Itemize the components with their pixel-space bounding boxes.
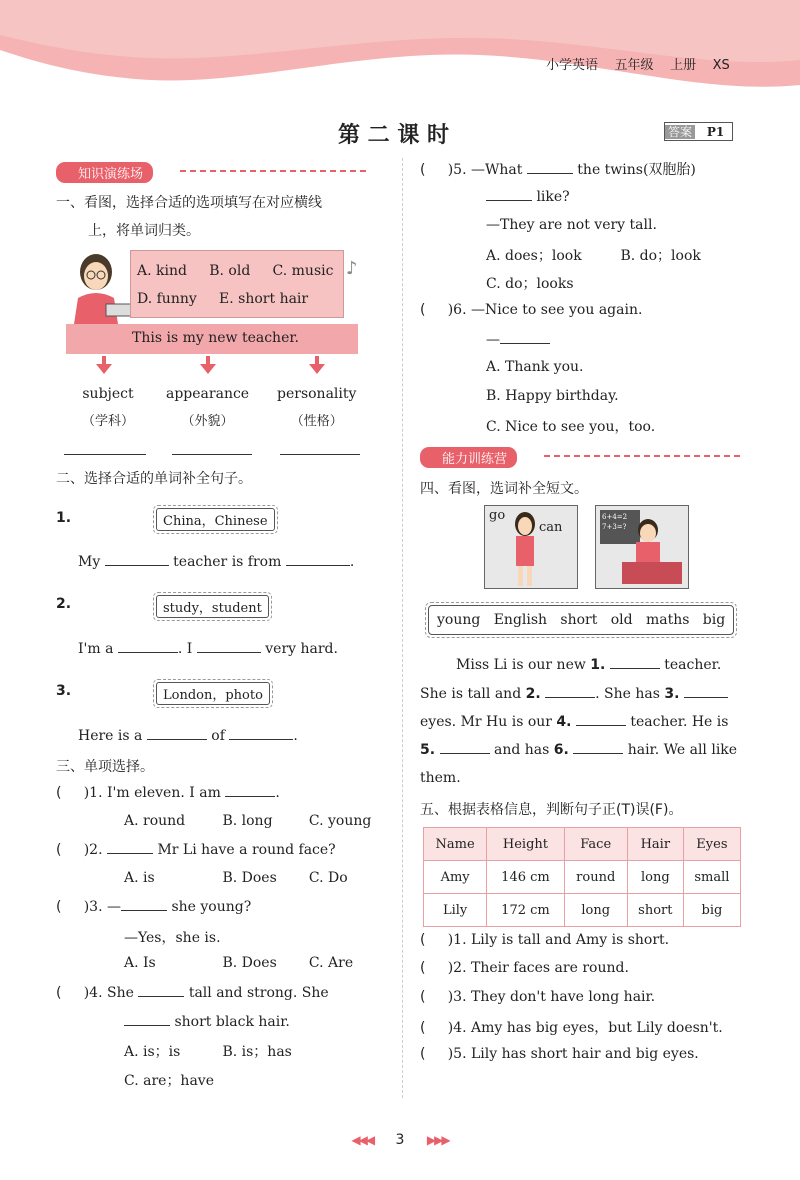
header-term: 上册: [670, 58, 697, 73]
q2-item2-s1: I'm a: [78, 641, 114, 657]
q4-text: teacher.: [664, 657, 722, 673]
q2-item2-num: 2.: [56, 596, 72, 612]
table-row: [424, 894, 741, 927]
q5-item2-paren[interactable]: (: [420, 960, 448, 976]
q4-blank-num: 4.: [556, 714, 572, 730]
q3-item2-paren[interactable]: (: [56, 842, 84, 858]
q5-td: Amy: [424, 861, 487, 894]
q3-item5-options-row2: C. do；looks: [486, 276, 574, 292]
q3-item1-num: )1.: [83, 785, 103, 801]
q1-option-b: B. old: [209, 263, 251, 279]
q3-item3-opt-b: B. Does: [222, 955, 277, 971]
q3-item1-opt-a: A. round: [124, 813, 186, 829]
q1-category-en: appearance: [166, 386, 250, 402]
section-ability-label: 能力训练营: [420, 447, 517, 468]
q3-item2-opt-a: A. is: [124, 870, 155, 886]
q4-blank-3[interactable]: [684, 685, 728, 698]
answer-tag[interactable]: [664, 122, 733, 141]
q2-item3-blank1[interactable]: [147, 727, 207, 740]
q3-item2-num: )2.: [83, 842, 103, 858]
q4-passage-line1: [456, 656, 721, 673]
q3-item1: [56, 784, 280, 801]
q3-item4-opt-a: A. is；is: [124, 1044, 181, 1060]
q3-item6-opt-b: B. Happy birthday.: [486, 388, 619, 404]
q3-item1-q1: I'm eleven. I am: [107, 785, 221, 801]
q2-item3-s3: .: [293, 728, 298, 744]
q4-passage-line3: [420, 713, 728, 730]
q3-item1-opt-b: B. long: [222, 813, 273, 829]
q3-item6-opt-a: A. Thank you.: [486, 359, 584, 375]
header-code: XS: [712, 58, 730, 73]
q3-item3-opt-c: C. Are: [308, 955, 354, 971]
q4-passage-line2: [420, 685, 728, 702]
q5-item2-num: )2.: [447, 960, 467, 976]
q2-item3-blank2[interactable]: [229, 727, 293, 740]
q5-th: Eyes: [683, 828, 740, 861]
q5-item3-text: They don't have long hair.: [471, 989, 656, 1005]
q3-item4-line2: [124, 1013, 290, 1030]
q1-options-row2: [137, 291, 308, 307]
q3-item5-num: )5.: [447, 162, 467, 178]
q5-item5-text: Lily has short hair and big eyes.: [471, 1046, 699, 1062]
q5-td: round: [564, 861, 627, 894]
q3-item4-paren[interactable]: (: [56, 985, 84, 1001]
q2-item3-words: London，photo: [156, 682, 270, 705]
q3-item5-opt-a: A. does；look: [486, 248, 582, 264]
q3-item5-blank1[interactable]: [527, 161, 573, 174]
q4-blank-2[interactable]: [545, 685, 595, 698]
q2-item2-words: study，student: [156, 595, 269, 618]
q3-item3-paren[interactable]: (: [56, 899, 84, 915]
page-number: 3: [395, 1132, 405, 1148]
q4-word: old: [610, 612, 633, 628]
q4-word: big: [702, 612, 726, 628]
q5-item1-paren[interactable]: (: [420, 932, 448, 948]
q3-item4-blank2[interactable]: [124, 1013, 170, 1026]
q3-item4-options-row1: [124, 1041, 292, 1061]
q5-td: long: [564, 894, 627, 927]
q3-item1-paren[interactable]: (: [56, 785, 84, 801]
q1-category-cn: （学科）: [82, 414, 135, 429]
q5-th: Name: [424, 828, 487, 861]
header-subject: 小学英语: [546, 58, 599, 73]
q1-category-appearance: [166, 386, 249, 429]
q3-item3: [56, 898, 251, 915]
q5-item5-paren[interactable]: (: [420, 1046, 448, 1062]
q5-td: 172 cm: [487, 894, 564, 927]
q5-item5: [420, 1046, 699, 1062]
q5-item3: [420, 989, 655, 1005]
answer-tag-page: P1: [706, 125, 725, 139]
section-ability: [420, 447, 740, 465]
q1-answer-personality[interactable]: [280, 442, 360, 455]
q5-table-header: [424, 828, 741, 861]
column-divider: [402, 158, 403, 1098]
q4-word: young: [437, 612, 481, 628]
q4-blank-num: 6.: [553, 742, 569, 758]
q4-picture-left: [484, 505, 578, 589]
section-practice: [56, 162, 366, 180]
q1-options-board: [130, 250, 344, 318]
q4-text: eyes. Mr Hu is our: [420, 714, 552, 730]
q4-blank-num: 1.: [590, 657, 606, 673]
q3-item5-blank2[interactable]: [486, 188, 532, 201]
q5-td: 146 cm: [487, 861, 564, 894]
q3-item6-paren[interactable]: (: [420, 302, 448, 318]
q3-item4-line2-text: short black hair.: [174, 1014, 290, 1030]
q2-item2-blank1[interactable]: [118, 640, 178, 653]
q4-blank-4[interactable]: [576, 713, 626, 726]
q4-text: Miss Li is our new: [456, 657, 586, 673]
q1-caption: This is my new teacher.: [132, 330, 299, 346]
q5-item2: [420, 960, 629, 976]
q3-item6-opt-c: C. Nice to see you，too.: [486, 419, 656, 435]
q4-passage-line4: [420, 741, 737, 758]
arrow-down-icon: [96, 364, 112, 374]
q3-item4-q2: tall and strong. She: [188, 985, 329, 1001]
section-practice-label: 知识演练场: [56, 162, 153, 183]
q5-item3-paren[interactable]: (: [420, 989, 448, 1005]
q4-blank-1[interactable]: [610, 656, 660, 669]
q4-pic-word-go: go: [489, 508, 506, 523]
q4-blank-5[interactable]: [440, 741, 490, 754]
q2-item1-s2: teacher is from: [173, 554, 282, 570]
q1-caption-bar: [66, 324, 358, 354]
q5-item4-paren[interactable]: (: [420, 1020, 448, 1036]
q3-item3-line2: —Yes，she is.: [124, 930, 221, 946]
q3-heading: 三、单项选择。: [56, 759, 154, 775]
q5-item1: [420, 932, 669, 948]
q2-item1-sentence: [78, 553, 354, 570]
q1-category-cn: （性格）: [290, 414, 343, 429]
q1-options-row1: [137, 263, 333, 279]
q1-category-cn: （外貌）: [181, 414, 234, 429]
q4-text: . She has: [595, 686, 660, 702]
q3-item1-options: [124, 813, 371, 829]
music-note-icon: ♪: [346, 258, 358, 279]
q5-table: [423, 827, 741, 927]
q5-item1-num: )1.: [447, 932, 467, 948]
q3-item4: [56, 984, 329, 1001]
prev-page-icon[interactable]: ◀◀◀: [351, 1133, 374, 1147]
q3-item5-line2-text: like?: [536, 189, 570, 205]
q3-item6-line2: [486, 331, 550, 348]
q2-item2-s3: very hard.: [265, 641, 338, 657]
q4-heading: 四、看图，选词补全短文。: [420, 481, 588, 497]
q5-item4-num: )4.: [447, 1020, 467, 1036]
q4-word: short: [560, 612, 598, 628]
q3-item3-q1: —: [107, 899, 121, 915]
q4-word: maths: [645, 612, 690, 628]
q3-item3-num: )3.: [83, 899, 103, 915]
q3-item5-q1: —What: [471, 162, 523, 178]
q3-item3-q2: she young?: [171, 899, 252, 915]
q5-item4: [420, 1017, 723, 1037]
arrow-down-icon: [200, 364, 216, 374]
answer-tag-label: 答案: [665, 125, 695, 139]
q1-answer-subject[interactable]: [64, 442, 146, 455]
header-info: [546, 54, 730, 73]
q4-picture-right: [595, 505, 689, 589]
q3-item1-blank[interactable]: [225, 784, 275, 797]
q3-item4-num: )4.: [83, 985, 103, 1001]
q5-heading: 五、根据表格信息，判断句子正(T)误(F)。: [420, 802, 683, 818]
q3-item2-opt-c: C. Do: [308, 870, 348, 886]
q4-blank-6[interactable]: [573, 741, 623, 754]
q1-heading: 一、看图，选择合适的选项填写在对应横线: [56, 195, 322, 211]
q2-item1-blank2[interactable]: [286, 553, 350, 566]
q3-item3-options: [124, 955, 353, 971]
q5-th: Face: [564, 828, 627, 861]
q3-item3-opt-a: A. Is: [124, 955, 156, 971]
q2-item3-s2: of: [211, 728, 225, 744]
q5-th: Height: [487, 828, 564, 861]
q3-item2-blank[interactable]: [107, 841, 153, 854]
q5-item1-text: Lily is tall and Amy is short.: [471, 932, 670, 948]
q3-item3-blank[interactable]: [121, 898, 167, 911]
q4-word: English: [493, 612, 548, 628]
q2-item1-s3: .: [349, 554, 355, 570]
q2-item1-s1: My: [78, 554, 101, 570]
q1-option-e: E. short hair: [219, 291, 309, 307]
q2-item1-blank1[interactable]: [105, 553, 169, 566]
q3-item1-opt-c: C. young: [308, 813, 372, 829]
q3-item4-opt-b: B. is；has: [222, 1044, 292, 1060]
q2-item2-s2: . I: [177, 641, 193, 657]
q1-category-subject: [82, 386, 134, 429]
q3-item6-blank[interactable]: [500, 331, 550, 344]
q3-item4-options-row2: C. are；have: [124, 1073, 214, 1089]
q5-item2-text: Their faces are round.: [471, 960, 629, 976]
footer: [330, 1132, 470, 1148]
q5-td: small: [683, 861, 740, 894]
q3-item2-opt-b: B. Does: [222, 870, 277, 886]
q1-category-personality: [277, 386, 356, 429]
q4-blank-num: 5.: [420, 742, 436, 758]
q1-option-a: A. kind: [137, 263, 187, 279]
q1-option-c: C. music: [272, 263, 334, 279]
q2-item2-blank2[interactable]: [197, 640, 261, 653]
q2-item3-num: 3.: [56, 683, 72, 699]
q3-item5-paren[interactable]: (: [420, 162, 448, 178]
q4-text: and has: [493, 742, 550, 758]
q5-td: big: [683, 894, 740, 927]
q4-pic-word-can: can: [539, 520, 563, 535]
q2-item3-sentence: [78, 727, 298, 744]
q3-item4-blank1[interactable]: [138, 984, 184, 997]
q5-td: long: [627, 861, 683, 894]
q3-item6: [420, 302, 642, 318]
q1-answer-appearance[interactable]: [172, 442, 252, 455]
q5-td: short: [627, 894, 683, 927]
q4-passage-line5: them.: [420, 770, 461, 786]
q1-category-en: subject: [82, 386, 134, 402]
q5-th: Hair: [627, 828, 683, 861]
q4-board: 6+4=2 7+3=?: [600, 510, 640, 544]
q3-item5-opt-b: B. do；look: [620, 248, 701, 264]
q2-item1-num: 1.: [56, 510, 72, 526]
q5-item4-text: Amy has big eyes，but Lily doesn't.: [471, 1020, 723, 1036]
q1-category-en: personality: [277, 386, 357, 402]
q4-text: hair. We all like: [627, 742, 738, 758]
q3-item5: [420, 159, 696, 179]
q2-item1-words: China，Chinese: [156, 508, 275, 531]
q3-item1-q2: .: [275, 785, 280, 801]
q1-heading-2: 上，将单词归类。: [88, 223, 200, 239]
q4-word-bank: [428, 605, 734, 635]
q4-blank-num: 3.: [664, 686, 680, 702]
q3-item6-q1: —Nice to see you again.: [471, 302, 643, 318]
next-page-icon[interactable]: ▶▶▶: [426, 1133, 449, 1147]
q2-item2-sentence: [78, 640, 338, 657]
q4-text: teacher. He is: [630, 714, 729, 730]
q3-item2-q2: Mr Li have a round face?: [157, 842, 336, 858]
arrow-down-icon: [309, 364, 325, 374]
header-grade: 五年级: [614, 58, 654, 73]
q3-item5-line3: —They are not very tall.: [486, 217, 657, 233]
q3-item2: [56, 841, 336, 858]
q5-td: Lily: [424, 894, 487, 927]
q2-heading: 二、选择合适的单词补全句子。: [56, 471, 252, 487]
q1-option-d: D. funny: [137, 291, 197, 307]
q3-item2-options: [124, 870, 348, 886]
q3-item5-q2: the twins(双胞胎): [577, 162, 696, 178]
q3-item6-line2-text: —: [486, 332, 500, 348]
q4-text: She is tall and: [420, 686, 522, 702]
page-title: 第 二 课 时: [338, 123, 449, 148]
q3-item6-num: )6.: [447, 302, 467, 318]
q3-item5-options-row1: [486, 245, 701, 265]
header-wave: [0, 0, 800, 95]
table-row: [424, 861, 741, 894]
q4-blank-num: 2.: [525, 686, 541, 702]
q5-item3-num: )3.: [447, 989, 467, 1005]
q3-item5-line2: [486, 188, 570, 205]
q5-item5-num: )5.: [447, 1046, 467, 1062]
q3-item4-q1: She: [107, 985, 134, 1001]
q2-item3-s1: Here is a: [78, 728, 143, 744]
